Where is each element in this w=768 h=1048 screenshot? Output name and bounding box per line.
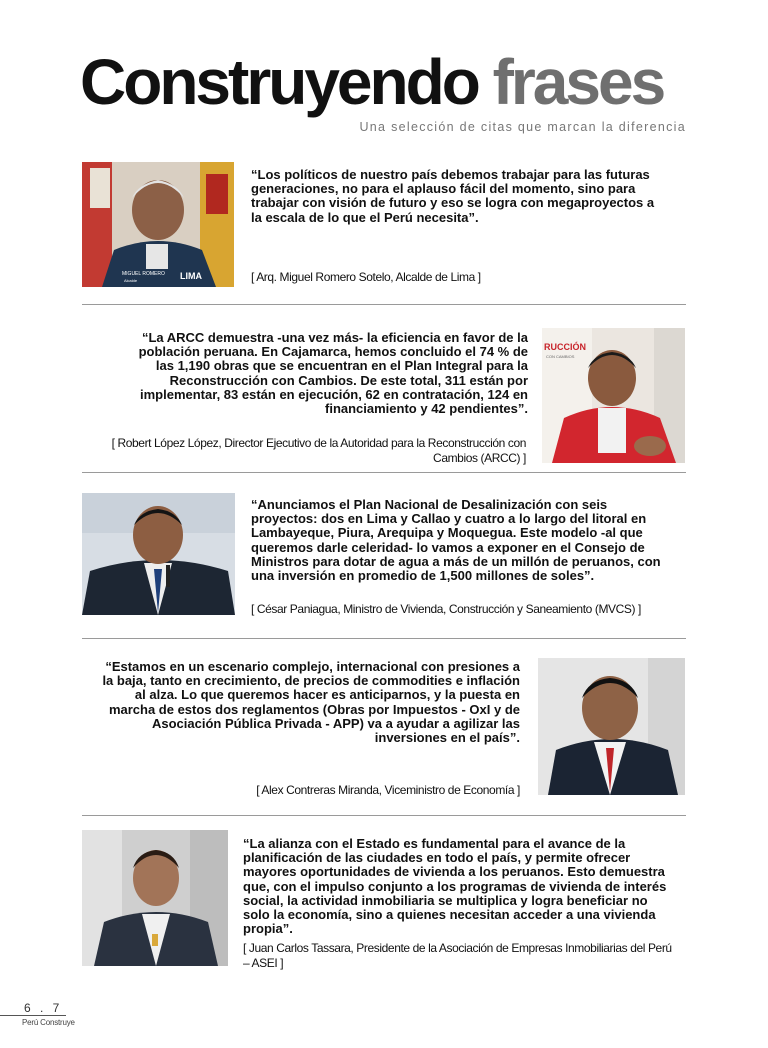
photo-miguel-romero bbox=[82, 162, 234, 287]
photo-caption: MIGUEL ROMERO bbox=[122, 271, 165, 277]
quote-attribution: [ Robert López López, Director Ejecutivo de la Autoridad para la Reconstrucción con Cambios (ARCC) ] bbox=[111, 436, 526, 465]
divider bbox=[82, 304, 686, 305]
photo-alex-contreras bbox=[538, 658, 685, 795]
photo-banner: RUCCIÓN bbox=[544, 342, 586, 352]
title-word-1: Construyendo bbox=[80, 46, 478, 118]
quote-attribution: [ Arq. Miguel Romero Sotelo, Alcalde de Lima ] bbox=[251, 270, 481, 284]
photo-badge: LIMA bbox=[180, 271, 202, 281]
quote-attribution: [ César Paniagua, Ministro de Vivienda, Construcción y Saneamiento (MVCS) ] bbox=[251, 602, 641, 616]
footer-rule bbox=[0, 1015, 66, 1016]
quote-text: “Estamos en un escenario complejo, internacional con presiones a la baja, tanto en crecimiento, de precios de commodities e inflación al alza. Lo que queremos hacer es anticiparnos, y la puesta en marcha de estos dos reglamentos (Obras por Impuestos - OxI y de Asociación Pública Privada - APP) va a ayudar a agilizar las inversiones en el país”. bbox=[102, 659, 520, 746]
title-word-2: frases bbox=[492, 46, 664, 118]
quote-text: “Los políticos de nuestro país debemos trabajar para las futuras generaciones, no para el aplauso fácil del momento, sino para trabajar con visión de futuro y eso se logra con megaproyectos a la escala de lo que el Perú necesita”. bbox=[251, 167, 655, 225]
quote-attribution: [ Alex Contreras Miranda, Viceministro de Economía ] bbox=[256, 783, 520, 797]
photo-banner-sub: CON CAMBIOS bbox=[546, 354, 575, 359]
quote-text: “La alianza con el Estado es fundamental para el avance de la planificación de las ciudades en todo el país, y permite ofrecer mayores oportunidades de vivienda a los peruanos. Esto demuestra que, con el impulso conjunto a los programas de vivienda de interés social, la actividad inmobiliaria se multiplica y logra beneficiar no solo la economía, sino a quienes necesitan acceder a una vivienda propia”. bbox=[243, 836, 667, 937]
photo-juan-carlos-tassara bbox=[82, 830, 228, 966]
magazine-name: Perú Construye bbox=[22, 1018, 75, 1027]
quote-text: “Anunciamos el Plan Nacional de Desalinización con seis proyectos: dos en Lima y Callao y cuatro a lo largo del litoral en Lambayeque, Piura, Arequipa y Moquegua. Este modelo -al que queremos darle celeridad- lo vamos a exponer en el Consejo de Ministros para dotar de agua a más de un millón de peruanos, con una inversión en promedio de 1,500 millones de soles”. bbox=[251, 497, 661, 584]
quote-text: “La ARCC demuestra -una vez más- la eficiencia en favor de la población peruana. En Cajamarca, hemos concluido el 74 % de las 1,190 obras que se encuentran en el Plan Integral para la Reconstrucción con Cambios. De este total, 311 están por implementar, 83 están en ejecución, 62 en contratación, 124 en financiamiento y 42 pendientes”. bbox=[138, 330, 528, 417]
page-subtitle: Una selección de citas que marcan la diferencia bbox=[359, 120, 686, 134]
photo-cesar-paniagua bbox=[82, 493, 235, 615]
photo-robert-lopez bbox=[542, 328, 685, 463]
quote-attribution: [ Juan Carlos Tassara, Presidente de la Asociación de Empresas Inmobiliarias del Perú – ASEI ] bbox=[243, 941, 672, 970]
divider bbox=[82, 638, 686, 639]
divider bbox=[82, 472, 686, 473]
page-numbers: 6 . 7 bbox=[24, 1001, 63, 1015]
photo-caption-sub: Alcalde bbox=[124, 278, 138, 283]
divider bbox=[82, 815, 686, 816]
page-title bbox=[80, 46, 664, 118]
